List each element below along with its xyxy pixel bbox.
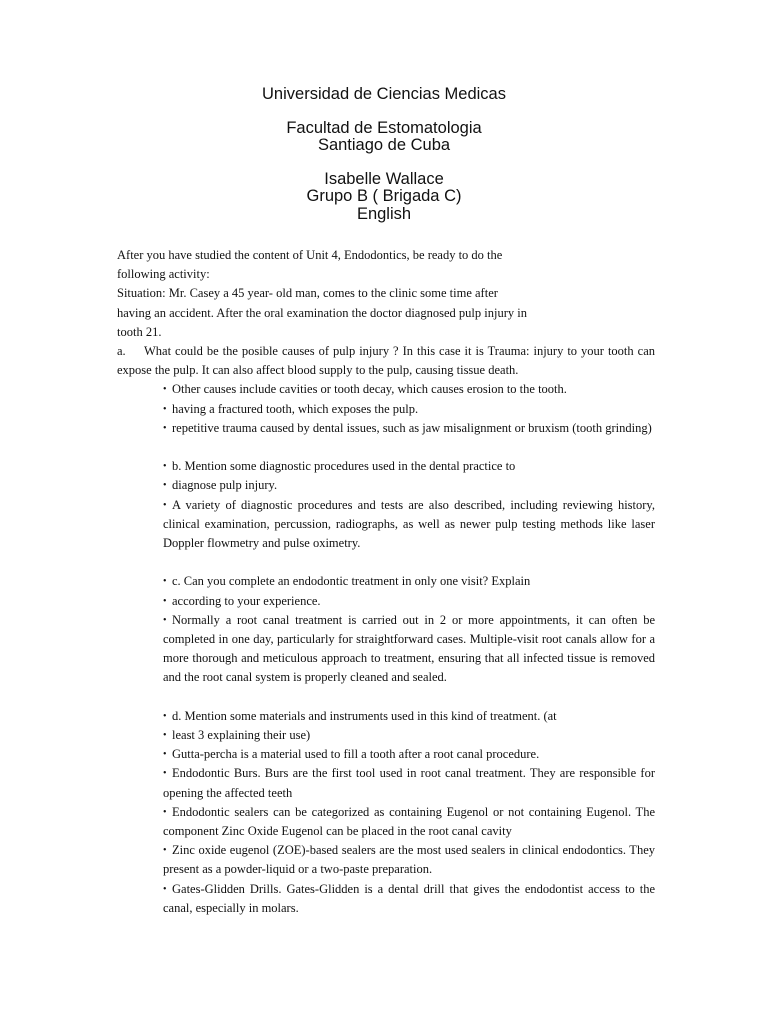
- list-item: [163, 496, 655, 554]
- bullet-icon: •: [163, 845, 167, 857]
- list-item: [163, 764, 655, 802]
- city-name: Santiago de Cuba: [317, 136, 451, 154]
- student-name: Isabelle Wallace: [324, 169, 444, 188]
- faculty-name: Facultad de Estomatologia: [286, 118, 482, 137]
- list-item: [163, 707, 655, 726]
- list-item-text: b. Mention some diagnostic procedures used in the dental practice to: [172, 459, 516, 474]
- list-item: [163, 476, 655, 495]
- intro-line: tooth 21.: [117, 324, 162, 339]
- bullet-icon: •: [163, 730, 167, 742]
- list-item-text: least 3 explaining their use): [172, 728, 311, 743]
- bullet-icon: •: [163, 384, 167, 396]
- bullet-icon: •: [163, 403, 167, 415]
- list-item: [163, 419, 655, 438]
- question-a: [117, 342, 655, 380]
- list-item: [163, 803, 655, 841]
- bullet-icon: •: [163, 883, 167, 895]
- list-item-text: Normally a root canal treatment is carried out in 2 or more appointments, it can often be completed in one day, particularly for straightforward cases. Multiple-visit root canals allow for a more thorough and meticulous approach to treatment, ensuring that all infected tissue is removed and the root canal system is properly cleaned and sealed.: [163, 612, 655, 685]
- bullet-icon: •: [163, 749, 167, 761]
- list-item-text: c. Can you complete an endodontic treatment in only one visit? Explain: [172, 574, 531, 589]
- list-item: [163, 841, 655, 879]
- answer-list: [163, 380, 655, 918]
- group-name: Grupo B ( Brigada C): [306, 187, 462, 205]
- list-item-text: A variety of diagnostic procedures and tests are also described, including reviewing history, clinical examination, percussion, radiographs, as well as newer pulp testing methods like laser Doppler flowmetry and pulse oximetry.: [163, 497, 655, 551]
- bullet-icon: •: [163, 768, 167, 780]
- list-item: [163, 745, 655, 764]
- title-block: [0, 86, 768, 239]
- bullet-icon: •: [163, 710, 167, 722]
- bullet-icon: •: [163, 595, 167, 607]
- bullet-icon: •: [163, 614, 167, 626]
- list-item-text: Zinc oxide eugenol (ZOE)-based sealers are the most used sealers in clinical endodontics. They present as a powder-liquid or a two-paste preparation.: [163, 843, 655, 877]
- list-item: [163, 880, 655, 918]
- list-item: [163, 572, 655, 591]
- university-name: Universidad de Ciencias Medicas: [262, 85, 506, 103]
- bullet-icon: •: [163, 480, 167, 492]
- list-item-text: Endodontic Burs. Burs are the first tool used in root canal treatment. They are responsible for opening the affected teeth: [163, 766, 655, 800]
- intro-line: having an accident. After the oral examination the doctor diagnosed pulp injury in: [117, 305, 527, 320]
- subject-name: English: [356, 204, 412, 223]
- list-item: [163, 457, 655, 476]
- intro-line: following activity:: [117, 267, 210, 282]
- list-item-text: having a fractured tooth, which exposes the pulp.: [172, 401, 419, 416]
- list-item-text: diagnose pulp injury.: [172, 478, 278, 493]
- list-item-text: d. Mention some materials and instruments used in this kind of treatment. (at: [172, 708, 557, 723]
- bullet-icon: •: [163, 422, 167, 434]
- list-item-text: Gates-Glidden Drills. Gates-Glidden is a dental drill that gives the endodontist access to the canal, especially in molars.: [163, 881, 655, 915]
- bullet-icon: •: [163, 499, 167, 511]
- list-item: [163, 400, 655, 419]
- list-item-text: Gutta-percha is a material used to fill a tooth after a root canal procedure.: [172, 747, 540, 762]
- list-item: [163, 726, 655, 745]
- spacer: [163, 553, 655, 572]
- intro-paragraph: [117, 246, 655, 342]
- list-item-text: repetitive trauma caused by dental issues, such as jaw misalignment or bruxism (tooth grinding): [172, 420, 652, 435]
- bullet-icon: •: [163, 461, 167, 473]
- question-a-text: What could be the posible causes of pulp injury ? In this case it is Trauma: injury to your tooth can expose the pulp. It can also affect blood supply to the pulp, causing tissue death.: [117, 344, 655, 378]
- list-item: [163, 380, 655, 399]
- document-body: [117, 246, 655, 918]
- bullet-icon: •: [163, 806, 167, 818]
- list-item-text: according to your experience.: [172, 593, 321, 608]
- bullet-icon: •: [163, 576, 167, 588]
- list-item-text: Other causes include cavities or tooth decay, which causes erosion to the tooth.: [172, 382, 567, 397]
- question-a-label: a.: [117, 344, 126, 359]
- intro-line: Situation: Mr. Casey a 45 year- old man, comes to the clinic some time after: [117, 286, 498, 301]
- spacer: [163, 438, 655, 457]
- list-item: [163, 592, 655, 611]
- list-item: [163, 611, 655, 688]
- list-item-text: Endodontic sealers can be categorized as containing Eugenol or not containing Eugenol. The component Zinc Oxide Eugenol can be placed in the root canal cavity: [163, 804, 655, 839]
- intro-line: After you have studied the content of Unit 4, Endodontics, be ready to do the: [117, 248, 503, 262]
- spacer: [163, 688, 655, 707]
